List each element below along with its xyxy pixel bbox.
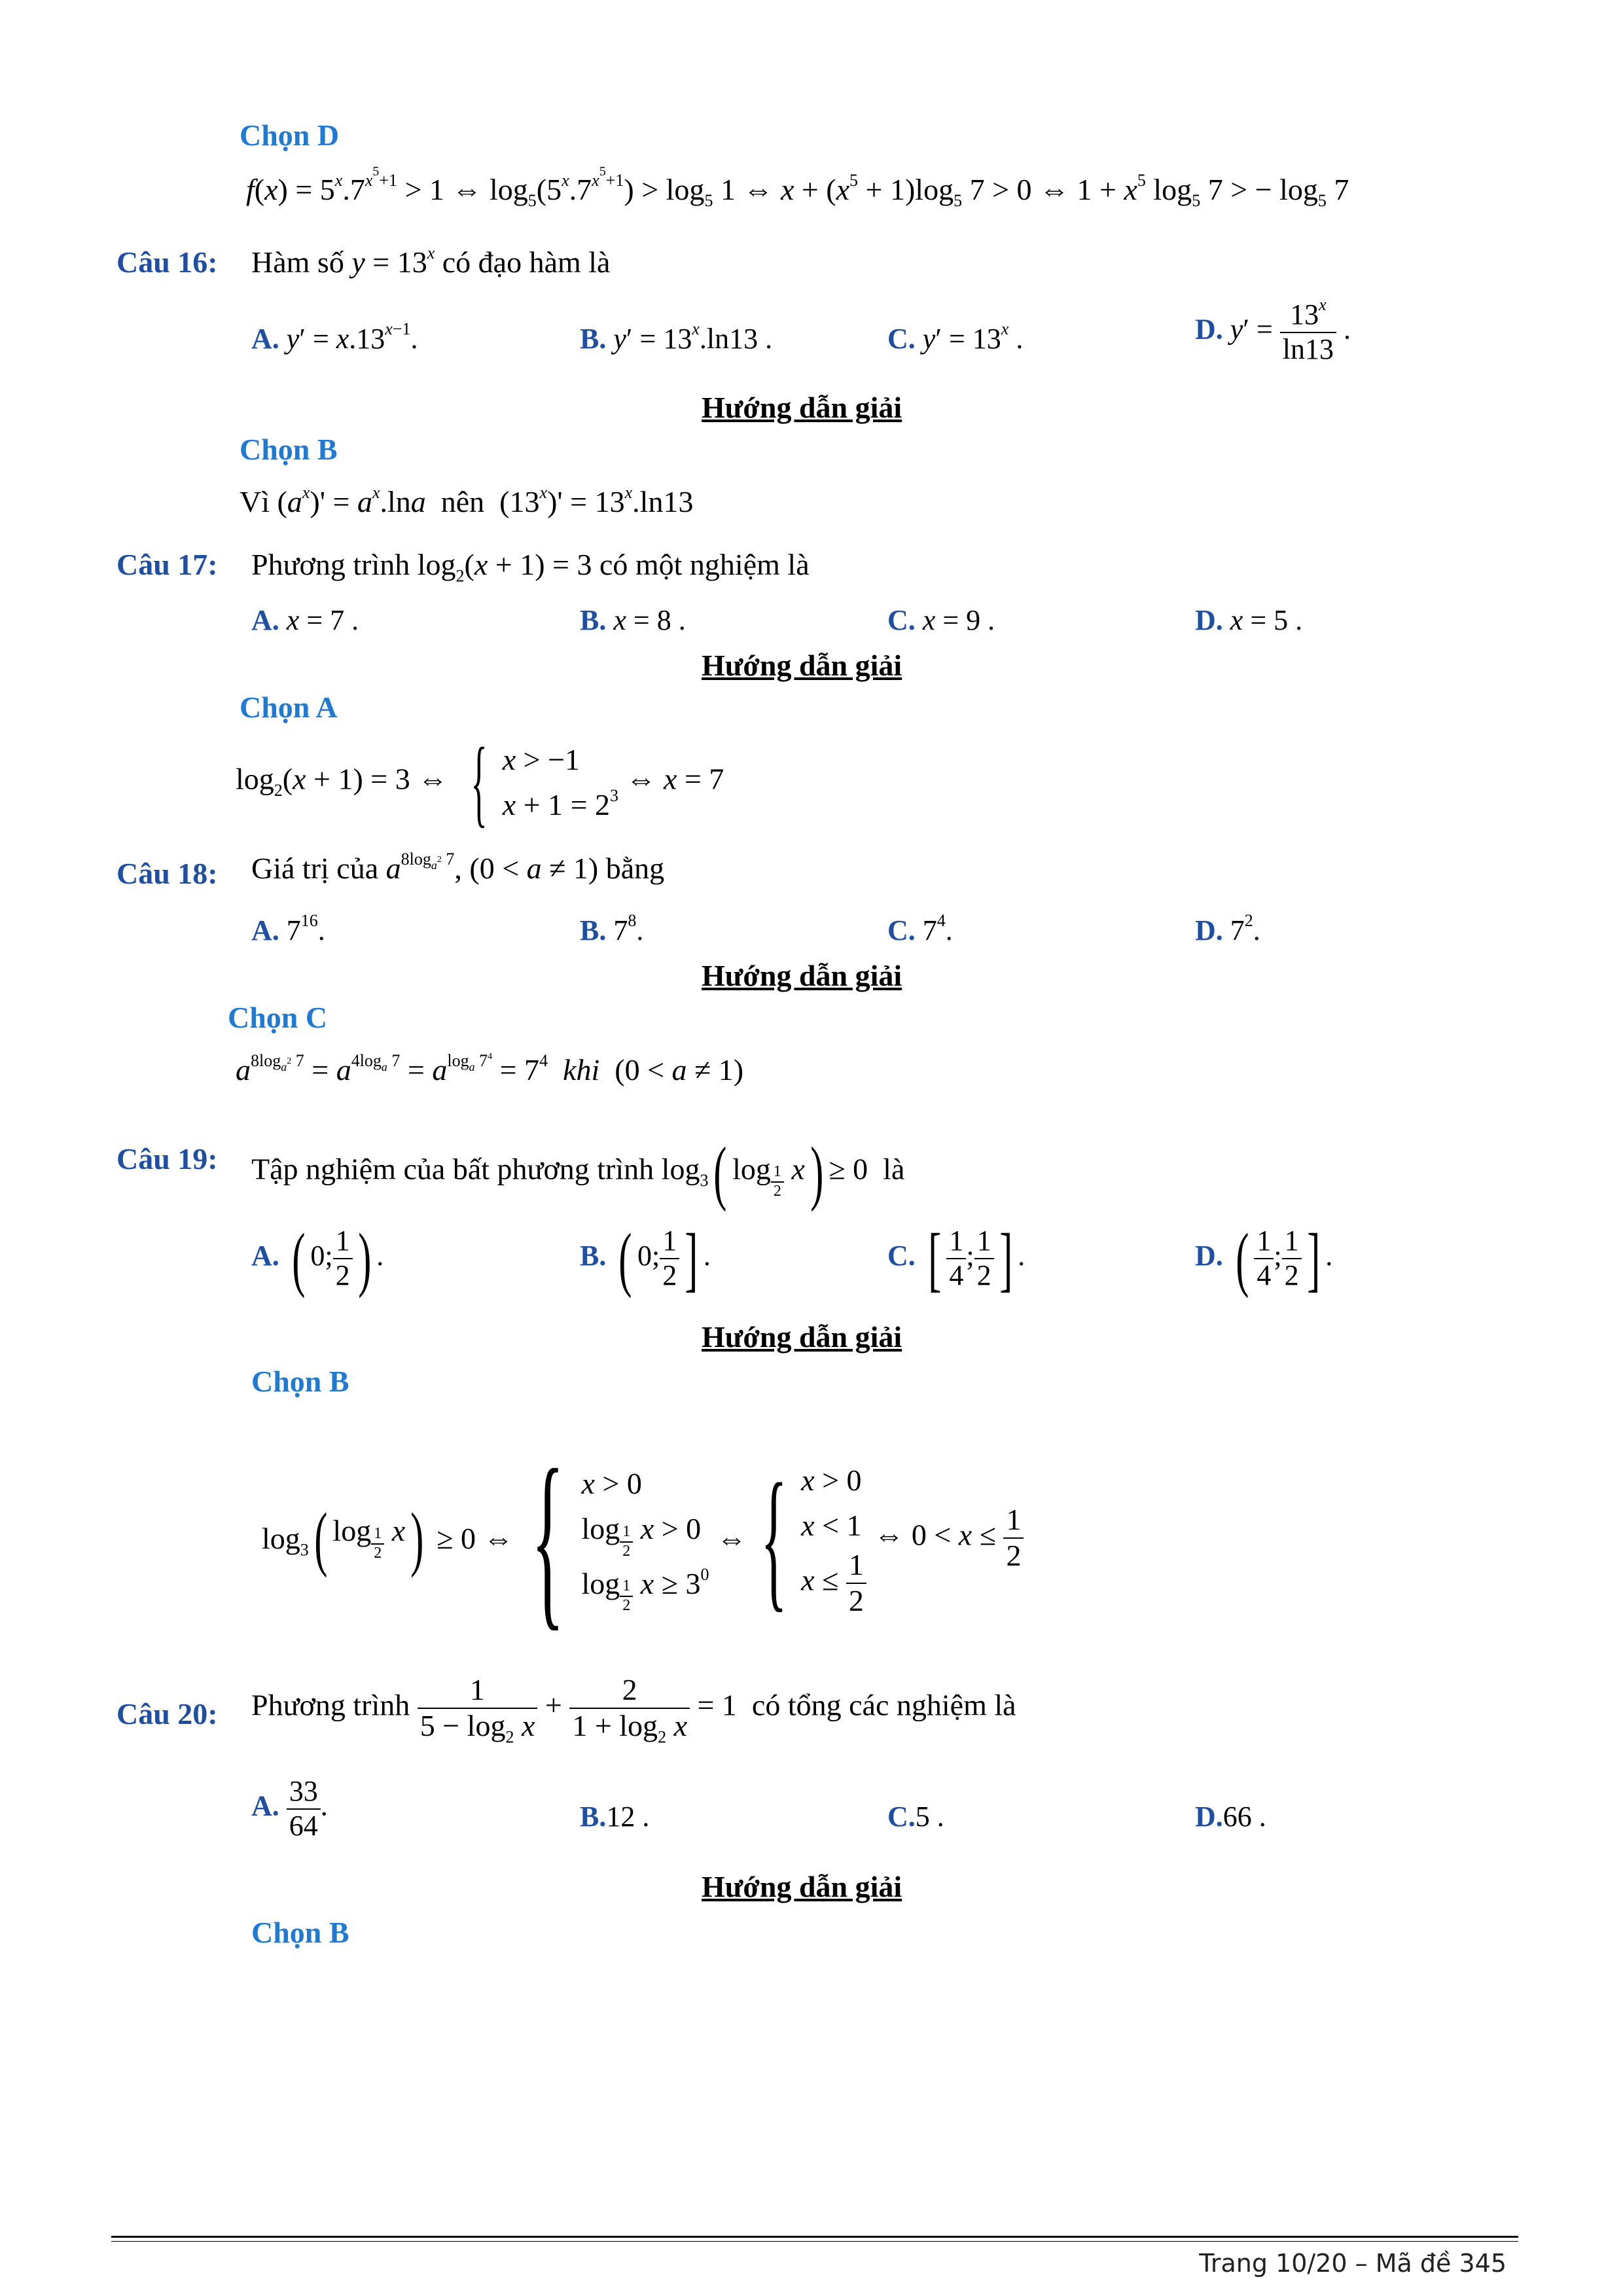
- option-c-q20: C.5 .: [887, 1801, 944, 1833]
- option-b-q17: B. x = 8 .: [580, 604, 686, 636]
- solution-q19: $\log_3$ ( log $_{\frac{1}{2}}$ x ) ≥ 0 ⇔ { x > 0 log $_{\frac{1}{2}}$ x > 0 log $_{\frac{1}{2}}$ $x \ge 3^0$ ⇔ { x > 0 x < 1 x ≤ $\frac{1}{2}$ ⇔ 0 < x ≤ $\frac{1}{2}$: [262, 1407, 1024, 1669]
- guide-heading-q16: Hướng dẫn giải: [702, 391, 902, 424]
- option-a-q20: A. $\frac{33}{64}$ .: [251, 1775, 328, 1842]
- option-b-q18: B. $7^8$.: [580, 911, 644, 946]
- option-b-q19: B. ( 0; $\frac{1}{2}$ ] .: [580, 1219, 711, 1299]
- question-label-q17: Câu 17:: [116, 548, 218, 581]
- answer-choice-q15: Chọn D: [240, 118, 340, 152]
- option-a-q19: A. ( 0; $\frac{1}{2}$ ) .: [251, 1219, 384, 1299]
- solution-q15: $f(x) = 5^x.7^{x^5+1} > 1$ ⇔ $\log_5(5^x.7^{x^5+1}) > \log_5 1$ ⇔ $x + (x^5 + 1)\log_5$ 7 > 0 ⇔ $1 + x^5$ $\log_5 7$ > − $\log_5 7$: [246, 164, 1349, 211]
- footer-rule-thin: [111, 2241, 1518, 2242]
- option-b-q20: B.12 .: [580, 1801, 650, 1833]
- option-c-q16: C. $y' = 13^x$ .: [887, 319, 1024, 355]
- page-footer: Trang 10/20 – Mã đề 345: [1199, 2249, 1507, 2278]
- question-text-q20: Phương trình $\frac{1}{5 - \log_2 x}$ + $\frac{2}{1 + \log_2 x}$ = 1 có tổng các nghiệm là: [251, 1673, 1016, 1747]
- question-label-q16: Câu 16:: [116, 245, 218, 279]
- option-d-q16: D. y′ = $\frac{13^x}{\ln 13}$ .: [1195, 295, 1351, 365]
- answer-choice-q18: Chọn C: [228, 1001, 328, 1034]
- solution-q16: Vì $(a^x)' = a^x.\ln a$ nên $(13^x)' = 13^x.\ln 13$: [240, 483, 694, 518]
- answer-choice-q20: Chọn B: [251, 1916, 349, 1949]
- option-c-q17: C. x = 9 .: [887, 604, 995, 636]
- answer-choice-q17: Chọn A: [240, 691, 338, 724]
- solution-q18: $a^{8log_{a^2} 7} = a^{4log_a 7} = a^{log_a 7^4} = 7^4$ khi (0 < a ≠ 1): [236, 1051, 744, 1086]
- option-d-q19: D. ( $\frac{1}{4}$ ; $\frac{1}{2}$ ] .: [1195, 1219, 1333, 1299]
- question-label-q20: Câu 20:: [116, 1697, 218, 1731]
- solution-q17: $\log_2(x + 1) = 3$ ⇔ { x > −1 $x + 1 = 2^3$ ⇔ x = 7: [236, 728, 724, 836]
- guide-heading-q17: Hướng dẫn giải: [702, 649, 902, 682]
- answer-choice-q19: Chọn B: [251, 1365, 349, 1398]
- question-text-q17: Phương trình $\log_2(x + 1) = 3$ có một nghiệm là: [251, 548, 810, 586]
- question-label-q18: Câu 18:: [116, 857, 218, 890]
- answer-choice-q16: Chọn B: [240, 433, 338, 466]
- option-d-q18: D. $7^2$.: [1195, 911, 1260, 946]
- guide-heading-q18: Hướng dẫn giải: [702, 959, 902, 992]
- option-d-q17: D. x = 5 .: [1195, 604, 1303, 636]
- option-c-q18: C. $7^4$.: [887, 911, 953, 946]
- option-b-q16: B. $y' = 13^x.\ln 13$ .: [580, 319, 773, 355]
- guide-heading-q19: Hướng dẫn giải: [702, 1320, 902, 1354]
- question-text-q19: Tập nghiệm của bất phương trình $\log_3$( log $_{\frac{1}{2}}$ x) ≥ 0 là: [251, 1132, 905, 1212]
- option-a-q18: A. $7^{16}$.: [251, 911, 325, 946]
- guide-heading-q20: Hướng dẫn giải: [702, 1870, 902, 1903]
- question-text-q18: Giá trị của $a^{8log_{a^2} 7}$, (0 < a ≠ 1) bằng: [251, 850, 665, 885]
- question-label-q19: Câu 19:: [116, 1142, 218, 1175]
- option-d-q20: D.66 .: [1195, 1801, 1266, 1833]
- option-c-q19: C. [ $\frac{1}{4}$ ; $\frac{1}{2}$ ] .: [887, 1219, 1026, 1299]
- option-a-q17: A. x = 7 .: [251, 604, 359, 636]
- question-text-q16: Hàm số $y = 13^x$ có đạo hàm là: [251, 243, 611, 279]
- footer-rule: [111, 2236, 1518, 2238]
- option-a-q16: A. $y' = x.13^{x-1}$.: [251, 319, 418, 355]
